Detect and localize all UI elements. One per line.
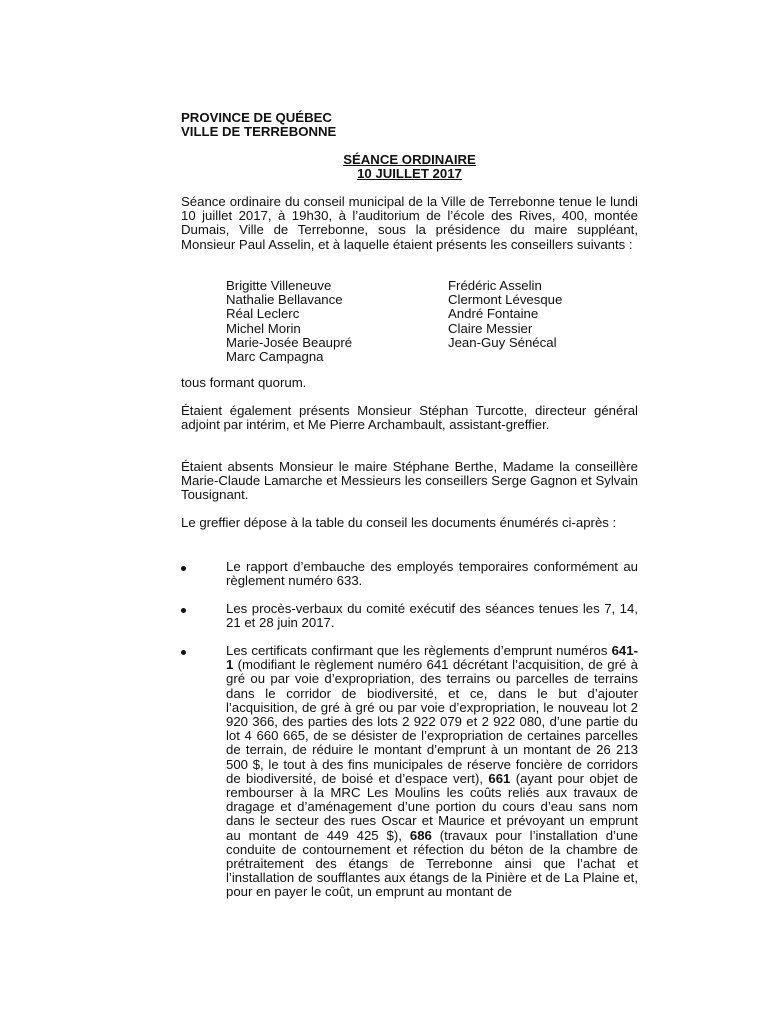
bullet-dot-icon	[181, 608, 186, 613]
councillor-name: André Fontaine	[448, 306, 539, 322]
deposit-paragraph: Le greffier dépose à la table du conseil les documents énumérés ci-après :	[181, 515, 617, 530]
intro-paragraph: Séance ordinaire du conseil municipal de la Ville de Terrebonne tenue le lundi 10 juillet 2017, à 19h30, à l’auditorium de l’école des Rives, 400, montée Dumais, Ville de Terrebonne, sous la présidence du maire suppléant, Monsieur Paul Asselin, et à laquelle étaient présents les conseillers suivants :	[181, 194, 638, 252]
bullet-text: Les procès-verbaux du comité exécutif des séances tenues les 7, 14, 21 et 28 juin 2017.	[226, 601, 638, 631]
bullet-text-part: (ayant pour objet de rembourser à la MRC Les Moulins les coûts reliés aux travaux de dragage et d’aménagement d’une portion du cours d’eau sans nom dans le secteur des rues Oscar et Maurice et prévoyant un emprunt au montant de 449 425 $),	[226, 770, 638, 843]
councillor-name: Clermont Lévesque	[448, 292, 563, 308]
document-header	[181, 111, 336, 139]
councillor-name: Frédéric Asselin	[448, 278, 542, 293]
councillor-name: Jean-Guy Sénécal	[448, 334, 557, 350]
bullet-dot-icon	[181, 650, 186, 655]
councillor-name: Michel Morin	[226, 320, 301, 336]
session-date: 10 JUILLET 2017	[357, 166, 462, 182]
councillor-name: Réal Leclerc	[226, 306, 300, 322]
bullet-text-part: (travaux pour l’installation d’une conduite de contournement et réfection du béton de la chambre de prétraitement des étangs de Terrebonne ainsi que l’achat et l’installation de soufflantes aux étangs de la Pinière et de La Plaine et, pour en payer le coût, un emprunt au montant de	[226, 827, 638, 900]
bullet-text-part: (modifiant le règlement numéro 641 décrétant l’acquisition, de gré à gré ou par voie d’expropriation, des terrains ou parcelles de terrains dans le corridor de biodiversité, et ce, dans le but d’ajouter l’acquisition, de gré à gré ou par voie d’expropriation, le nouveau lot 2 920 366, des parties des lots 2 922 079 et 2 922 080, d’une partie du lot 4 660 665, de se désister de l’expropriation de certaines parcelles de terrain, de réduire le montant d’emprunt à un montant de 26 213 500 $, le tout à des fins municipales de réserve foncière de corridors de biodiversité, de boisé et d’espace vert),	[226, 657, 638, 786]
councillor-name: Marie-Josée Beaupré	[226, 334, 353, 350]
councillor-name: Marc Campagna	[226, 349, 324, 365]
also-present-paragraph: Étaient également présents Monsieur Stéphan Turcotte, directeur général adjoint par intérim, et Me Pierre Archambault, assistant-greffier.	[181, 403, 638, 433]
bylaw-number: 686	[409, 827, 432, 843]
bullet-text-part: Les certificats confirmant que les règlements d’emprunt numéros	[226, 643, 612, 658]
councillor-name: Nathalie Bellavance	[226, 292, 343, 308]
councillors-right-column	[448, 279, 562, 350]
quorum-paragraph: tous formant quorum.	[181, 375, 307, 390]
bylaw-number: 661	[488, 770, 511, 786]
councillors-left-column	[226, 279, 352, 364]
bylaw-number: 641-1	[226, 643, 638, 673]
province-line: PROVINCE DE QUÉBEC	[181, 110, 332, 125]
bullet-text: Le rapport d’embauche des employés temporaires conformément au règlement numéro 633.	[226, 559, 638, 589]
city-line: VILLE DE TERREBONNE	[181, 124, 337, 140]
councillor-name: Claire Messier	[448, 320, 533, 336]
bullet-text	[226, 644, 638, 900]
absent-paragraph: Étaient absents Monsieur le maire Stéphane Berthe, Madame la conseillère Marie-Claude Lamarche et Messieurs les conseillers Serge Gagnon et Sylvain Tousignant.	[181, 459, 638, 503]
bullet-dot-icon	[181, 566, 186, 571]
councillor-name: Brigitte Villeneuve	[226, 278, 332, 293]
session-type: SÉANCE ORDINAIRE	[343, 152, 476, 167]
session-title	[181, 153, 638, 181]
